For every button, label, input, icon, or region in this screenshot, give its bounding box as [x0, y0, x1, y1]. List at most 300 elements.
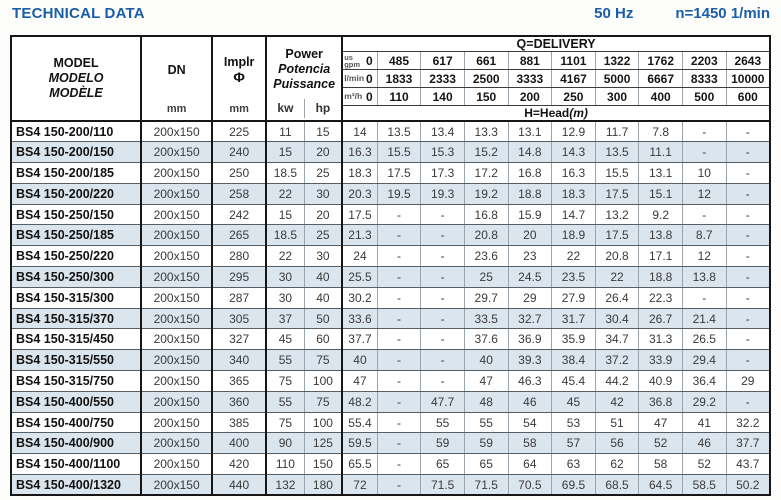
column-header-dn — [141, 36, 212, 121]
head-value-cell: 13.3 — [464, 121, 508, 142]
head-value-cell: 11.1 — [639, 142, 683, 163]
model-cell: BS4 150-400/1100 — [11, 454, 141, 475]
power-unit-row — [267, 99, 341, 118]
head-value-cell: 29.4 — [682, 350, 726, 371]
hp-cell: 30 — [304, 183, 342, 204]
impeller-cell: 295 — [212, 267, 266, 288]
head-value-cell: 46 — [508, 391, 552, 412]
impeller-cell: 327 — [212, 329, 266, 350]
head-value-cell: 50.2 — [726, 475, 770, 496]
dn-cell: 200x150 — [141, 412, 212, 433]
head-value-cell: 20.3 — [342, 183, 377, 204]
delivery-header-value: 500 — [682, 88, 726, 106]
model-cell: BS4 150-250/150 — [11, 204, 141, 225]
head-value-cell: - — [377, 329, 421, 350]
head-value-cell: - — [377, 412, 421, 433]
head-value-cell: 69.5 — [552, 475, 596, 496]
head-value-cell: 33.5 — [464, 308, 508, 329]
head-value-cell: 14.7 — [552, 204, 596, 225]
impeller-cell: 400 — [212, 433, 266, 454]
hp-cell: 100 — [304, 371, 342, 392]
head-value-cell: - — [726, 287, 770, 308]
head-value-cell: 36.9 — [508, 329, 552, 350]
head-value-cell: 52 — [682, 454, 726, 475]
head-value-cell: 40 — [464, 350, 508, 371]
table-row — [11, 350, 770, 371]
head-value-cell: 59.5 — [342, 433, 377, 454]
head-value-cell: 17.3 — [421, 163, 465, 184]
impeller-cell: 250 — [212, 163, 266, 184]
head-value-cell: - — [682, 287, 726, 308]
head-value-cell: - — [377, 267, 421, 288]
head-value-cell: - — [726, 204, 770, 225]
delivery-header-value: 300 — [595, 88, 639, 106]
impeller-cell: 365 — [212, 371, 266, 392]
model-cell: BS4 150-250/300 — [11, 267, 141, 288]
delivery-header-value: 2500 — [464, 70, 508, 88]
dn-cell: 200x150 — [141, 308, 212, 329]
head-value-cell: 30.2 — [342, 287, 377, 308]
head-value-cell: 65 — [421, 454, 465, 475]
dn-cell: 200x150 — [141, 142, 212, 163]
dn-cell: 200x150 — [141, 371, 212, 392]
head-value-cell: - — [421, 225, 465, 246]
impeller-cell: 385 — [212, 412, 266, 433]
head-value-cell: - — [377, 433, 421, 454]
head-value-cell: 17.5 — [595, 183, 639, 204]
head-value-cell: - — [377, 350, 421, 371]
head-value-cell: 36.4 — [682, 371, 726, 392]
model-label-en: MODEL — [53, 56, 99, 70]
delivery-unit-l-min — [342, 70, 377, 88]
head-value-cell: 55 — [464, 412, 508, 433]
head-value-cell: 59 — [421, 433, 465, 454]
head-value-cell: 15.5 — [595, 163, 639, 184]
hp-cell: 75 — [304, 350, 342, 371]
delivery-zero-value: 0 — [366, 71, 373, 86]
head-value-cell: 14.3 — [552, 142, 596, 163]
table-row — [11, 163, 770, 184]
column-header-power — [266, 36, 342, 121]
dn-unit-label: mm — [166, 102, 187, 115]
head-value-cell: - — [377, 475, 421, 496]
hp-cell: 100 — [304, 412, 342, 433]
hp-cell: 25 — [304, 163, 342, 184]
dn-cell: 200x150 — [141, 225, 212, 246]
dn-cell: 200x150 — [141, 183, 212, 204]
head-value-cell: 31.3 — [639, 329, 683, 350]
delivery-unit-label: us gpm — [344, 52, 361, 69]
impeller-cell: 258 — [212, 183, 266, 204]
head-value-cell: 26.7 — [639, 308, 683, 329]
delivery-unit-us-gpm — [342, 52, 377, 70]
head-value-cell: 20.8 — [595, 246, 639, 267]
head-value-cell: 51 — [595, 412, 639, 433]
head-value-cell: 34.7 — [595, 329, 639, 350]
head-value-cell: - — [726, 225, 770, 246]
table-row — [11, 433, 770, 454]
head-value-cell: 36.8 — [639, 391, 683, 412]
delivery-header-value: 661 — [464, 52, 508, 70]
head-value-cell: 22 — [552, 246, 596, 267]
head-value-cell: 65 — [464, 454, 508, 475]
delivery-header-value: 617 — [421, 52, 465, 70]
impeller-label: Implr — [223, 55, 255, 69]
head-value-cell: 26.4 — [595, 287, 639, 308]
speed-label: n=1450 1/min — [675, 5, 770, 22]
head-value-cell: 59 — [464, 433, 508, 454]
head-value-cell: - — [726, 246, 770, 267]
head-value-cell: 47.7 — [421, 391, 465, 412]
head-value-cell: 18.9 — [552, 225, 596, 246]
hp-cell: 150 — [304, 454, 342, 475]
impeller-cell: 265 — [212, 225, 266, 246]
hp-cell: 15 — [304, 121, 342, 142]
impeller-diameter-symbol: Φ — [233, 69, 245, 85]
frequency-label: 50 Hz — [594, 5, 634, 22]
delivery-header-value: 1833 — [377, 70, 421, 88]
head-value-cell: - — [726, 267, 770, 288]
head-value-cell: - — [726, 142, 770, 163]
head-value-cell: 37.6 — [464, 329, 508, 350]
dn-cell: 200x150 — [141, 287, 212, 308]
head-value-cell: 41 — [682, 412, 726, 433]
delivery-zero-value: 0 — [366, 89, 373, 104]
head-value-cell: 31.7 — [552, 308, 596, 329]
delivery-title: Q=DELIVERY — [342, 36, 770, 52]
table-row — [11, 412, 770, 433]
delivery-header-value: 600 — [726, 88, 770, 106]
head-value-cell: 13.1 — [508, 121, 552, 142]
table-row — [11, 204, 770, 225]
hp-cell: 20 — [304, 204, 342, 225]
head-value-cell: 37.2 — [595, 350, 639, 371]
dn-cell: 200x150 — [141, 433, 212, 454]
head-value-cell: - — [726, 391, 770, 412]
head-value-cell: 17.5 — [595, 225, 639, 246]
head-value-cell: 23.5 — [552, 267, 596, 288]
head-value-cell: 37.7 — [726, 433, 770, 454]
head-value-cell: 25.5 — [342, 267, 377, 288]
delivery-header-value: 2203 — [682, 52, 726, 70]
kw-cell: 75 — [266, 371, 304, 392]
impeller-cell: 360 — [212, 391, 266, 412]
head-value-cell: 37.7 — [342, 329, 377, 350]
head-value-cell: 11.7 — [595, 121, 639, 142]
head-value-cell: 29 — [726, 371, 770, 392]
delivery-header-value: 110 — [377, 88, 421, 106]
dn-label: DN — [167, 62, 186, 77]
head-value-cell: 17.1 — [639, 246, 683, 267]
head-value-cell: 71.5 — [421, 475, 465, 496]
impeller-cell: 440 — [212, 475, 266, 496]
head-value-cell: 23 — [508, 246, 552, 267]
model-cell: BS4 150-400/550 — [11, 391, 141, 412]
kw-cell: 22 — [266, 246, 304, 267]
head-value-cell: 58.5 — [682, 475, 726, 496]
delivery-unit-label: m³/h — [344, 91, 363, 101]
delivery-header-value: 1322 — [595, 52, 639, 70]
kw-cell: 55 — [266, 350, 304, 371]
head-value-cell: 26.5 — [682, 329, 726, 350]
head-value-cell: 30.4 — [595, 308, 639, 329]
kw-cell: 90 — [266, 433, 304, 454]
head-value-cell: - — [421, 267, 465, 288]
head-value-cell: 12 — [682, 246, 726, 267]
head-value-cell: - — [421, 371, 465, 392]
model-label-es: MODELO — [48, 71, 104, 85]
hp-cell: 75 — [304, 391, 342, 412]
head-value-cell: 24 — [342, 246, 377, 267]
head-value-cell: - — [726, 308, 770, 329]
head-value-cell: - — [726, 183, 770, 204]
delivery-header-value: 5000 — [595, 70, 639, 88]
head-value-cell: 15.5 — [377, 142, 421, 163]
kw-cell: 15 — [266, 204, 304, 225]
head-value-cell: 55.4 — [342, 412, 377, 433]
table-row — [11, 121, 770, 142]
head-value-cell: 20.8 — [464, 225, 508, 246]
head-value-cell: - — [377, 454, 421, 475]
head-value-cell: 17.2 — [464, 163, 508, 184]
table-row — [11, 287, 770, 308]
hp-cell: 25 — [304, 225, 342, 246]
head-value-cell: 29.7 — [464, 287, 508, 308]
hp-cell: 40 — [304, 267, 342, 288]
head-value-cell: 23.6 — [464, 246, 508, 267]
head-value-cell: 68.5 — [595, 475, 639, 496]
head-value-cell: 43.7 — [726, 454, 770, 475]
dn-cell: 200x150 — [141, 204, 212, 225]
kw-cell: 30 — [266, 287, 304, 308]
delivery-header-value: 1101 — [552, 52, 596, 70]
head-value-cell: 57 — [552, 433, 596, 454]
delivery-header-value: 10000 — [726, 70, 770, 88]
dn-cell: 200x150 — [141, 391, 212, 412]
head-value-cell: 58 — [639, 454, 683, 475]
head-value-cell: 13.4 — [421, 121, 465, 142]
delivery-zero-value: 0 — [366, 53, 373, 68]
head-value-cell: 45 — [552, 391, 596, 412]
head-value-cell: 53 — [552, 412, 596, 433]
head-value-cell: 33.6 — [342, 308, 377, 329]
head-value-cell: 54 — [508, 412, 552, 433]
table-row — [11, 246, 770, 267]
head-value-cell: 19.5 — [377, 183, 421, 204]
model-cell: BS4 150-250/220 — [11, 246, 141, 267]
spec-labels — [594, 5, 770, 22]
page-title: TECHNICAL DATA — [12, 5, 145, 22]
head-value-cell: 71.5 — [464, 475, 508, 496]
head-value-cell: 56 — [595, 433, 639, 454]
head-value-cell: 9.2 — [639, 204, 683, 225]
model-cell: BS4 150-200/150 — [11, 142, 141, 163]
kw-cell: 15 — [266, 142, 304, 163]
head-value-cell: 14.8 — [508, 142, 552, 163]
head-value-cell: 15.2 — [464, 142, 508, 163]
head-value-cell: 18.8 — [639, 267, 683, 288]
hp-cell: 125 — [304, 433, 342, 454]
head-value-cell: 63 — [552, 454, 596, 475]
page-header — [12, 5, 770, 22]
head-value-cell: 35.9 — [552, 329, 596, 350]
hp-cell: 180 — [304, 475, 342, 496]
head-value-cell: 16.8 — [464, 204, 508, 225]
head-value-cell: 13.5 — [377, 121, 421, 142]
delivery-header-value: 140 — [421, 88, 465, 106]
head-value-cell: 21.4 — [682, 308, 726, 329]
power-label-en: Power — [285, 46, 323, 61]
head-value-cell: - — [421, 350, 465, 371]
kw-unit-label: kw — [267, 99, 305, 118]
head-value-cell: - — [377, 308, 421, 329]
dn-cell: 200x150 — [141, 475, 212, 496]
head-value-cell: 8.7 — [682, 225, 726, 246]
head-value-cell: 15.3 — [421, 142, 465, 163]
head-value-cell: 55 — [421, 412, 465, 433]
head-value-cell: 16.3 — [552, 163, 596, 184]
head-value-cell: 13.1 — [639, 163, 683, 184]
head-value-cell: 22.3 — [639, 287, 683, 308]
delivery-header-value: 3333 — [508, 70, 552, 88]
head-value-cell: 27.9 — [552, 287, 596, 308]
head-value-cell: 32.7 — [508, 308, 552, 329]
head-value-cell: 42 — [595, 391, 639, 412]
head-value-cell: - — [421, 246, 465, 267]
delivery-header-value: 6667 — [639, 70, 683, 88]
kw-cell: 45 — [266, 329, 304, 350]
head-value-cell: 18.3 — [342, 163, 377, 184]
head-value-cell: 18.8 — [508, 183, 552, 204]
dn-cell: 200x150 — [141, 267, 212, 288]
impeller-cell: 240 — [212, 142, 266, 163]
head-value-cell: 44.2 — [595, 371, 639, 392]
head-value-cell: - — [726, 121, 770, 142]
head-value-cell: - — [377, 391, 421, 412]
head-value-cell: 58 — [508, 433, 552, 454]
delivery-header-value: 4167 — [552, 70, 596, 88]
delivery-header-value: 150 — [464, 88, 508, 106]
impeller-cell: 305 — [212, 308, 266, 329]
head-value-cell: 38.4 — [552, 350, 596, 371]
table-row — [11, 454, 770, 475]
hp-unit-label: hp — [315, 100, 331, 115]
head-value-cell: 47 — [464, 371, 508, 392]
head-value-cell: 16.3 — [342, 142, 377, 163]
dn-cell: 200x150 — [141, 121, 212, 142]
head-value-cell: 13.5 — [595, 142, 639, 163]
head-value-cell: 12.9 — [552, 121, 596, 142]
delivery-unit-m3-h — [342, 88, 377, 106]
head-value-cell: - — [377, 371, 421, 392]
head-value-cell: 72 — [342, 475, 377, 496]
head-value-cell: 47 — [639, 412, 683, 433]
hp-cell: 50 — [304, 308, 342, 329]
impeller-cell: 280 — [212, 246, 266, 267]
head-value-cell: - — [726, 163, 770, 184]
column-header-model — [11, 36, 141, 121]
table-row — [11, 371, 770, 392]
model-cell: BS4 150-200/185 — [11, 163, 141, 184]
head-value-cell: 46.3 — [508, 371, 552, 392]
head-value-cell: 32.2 — [726, 412, 770, 433]
head-value-cell: - — [377, 246, 421, 267]
head-value-cell: 22 — [595, 267, 639, 288]
head-value-cell: 46 — [682, 433, 726, 454]
kw-cell: 22 — [266, 183, 304, 204]
head-value-cell: - — [421, 329, 465, 350]
head-value-cell: 52 — [639, 433, 683, 454]
impeller-cell: 287 — [212, 287, 266, 308]
head-value-cell: - — [726, 350, 770, 371]
head-row-label: H=Head(m) — [342, 106, 770, 122]
head-value-cell: 24.5 — [508, 267, 552, 288]
head-value-cell: 13.2 — [595, 204, 639, 225]
head-value-cell: - — [421, 204, 465, 225]
kw-cell: 18.5 — [266, 163, 304, 184]
delivery-header-value: 8333 — [682, 70, 726, 88]
table-row — [11, 475, 770, 496]
kw-cell: 30 — [266, 267, 304, 288]
head-value-cell: - — [682, 121, 726, 142]
head-value-cell: - — [377, 287, 421, 308]
model-cell: BS4 150-315/750 — [11, 371, 141, 392]
head-value-cell: 15.9 — [508, 204, 552, 225]
model-cell: BS4 150-200/220 — [11, 183, 141, 204]
technical-data-table — [10, 35, 771, 496]
kw-cell: 37 — [266, 308, 304, 329]
model-cell: BS4 150-400/1320 — [11, 475, 141, 496]
column-header-impeller — [212, 36, 266, 121]
head-value-cell: 14 — [342, 121, 377, 142]
table-row — [11, 183, 770, 204]
power-label-fr: Puissance — [273, 76, 336, 91]
model-cell: BS4 150-315/300 — [11, 287, 141, 308]
dn-cell: 200x150 — [141, 454, 212, 475]
delivery-header-value: 2333 — [421, 70, 465, 88]
head-value-cell: 29.2 — [682, 391, 726, 412]
hp-cell: 40 — [304, 287, 342, 308]
head-value-cell: 64.5 — [639, 475, 683, 496]
head-value-cell: 39.3 — [508, 350, 552, 371]
dn-cell: 200x150 — [141, 329, 212, 350]
head-value-cell: 64 — [508, 454, 552, 475]
head-value-cell: 48.2 — [342, 391, 377, 412]
head-value-cell: 29 — [508, 287, 552, 308]
model-cell: BS4 150-200/110 — [11, 121, 141, 142]
head-value-cell: 13.8 — [639, 225, 683, 246]
head-value-cell: 65.5 — [342, 454, 377, 475]
delivery-header-value: 1762 — [639, 52, 683, 70]
model-cell: BS4 150-315/550 — [11, 350, 141, 371]
head-value-cell: 47 — [342, 371, 377, 392]
head-value-cell: 62 — [595, 454, 639, 475]
hp-cell: 60 — [304, 329, 342, 350]
head-value-cell: 10 — [682, 163, 726, 184]
delivery-header-value: 200 — [508, 88, 552, 106]
kw-cell: 55 — [266, 391, 304, 412]
kw-cell: 18.5 — [266, 225, 304, 246]
delivery-header-value: 400 — [639, 88, 683, 106]
impeller-unit-label: mm — [229, 102, 249, 115]
hp-cell: 30 — [304, 246, 342, 267]
impeller-cell: 225 — [212, 121, 266, 142]
delivery-header-value: 485 — [377, 52, 421, 70]
power-label-es: Potencia — [278, 61, 331, 76]
head-value-cell: - — [377, 225, 421, 246]
head-value-cell: 40.9 — [639, 371, 683, 392]
head-value-cell: 17.5 — [377, 163, 421, 184]
